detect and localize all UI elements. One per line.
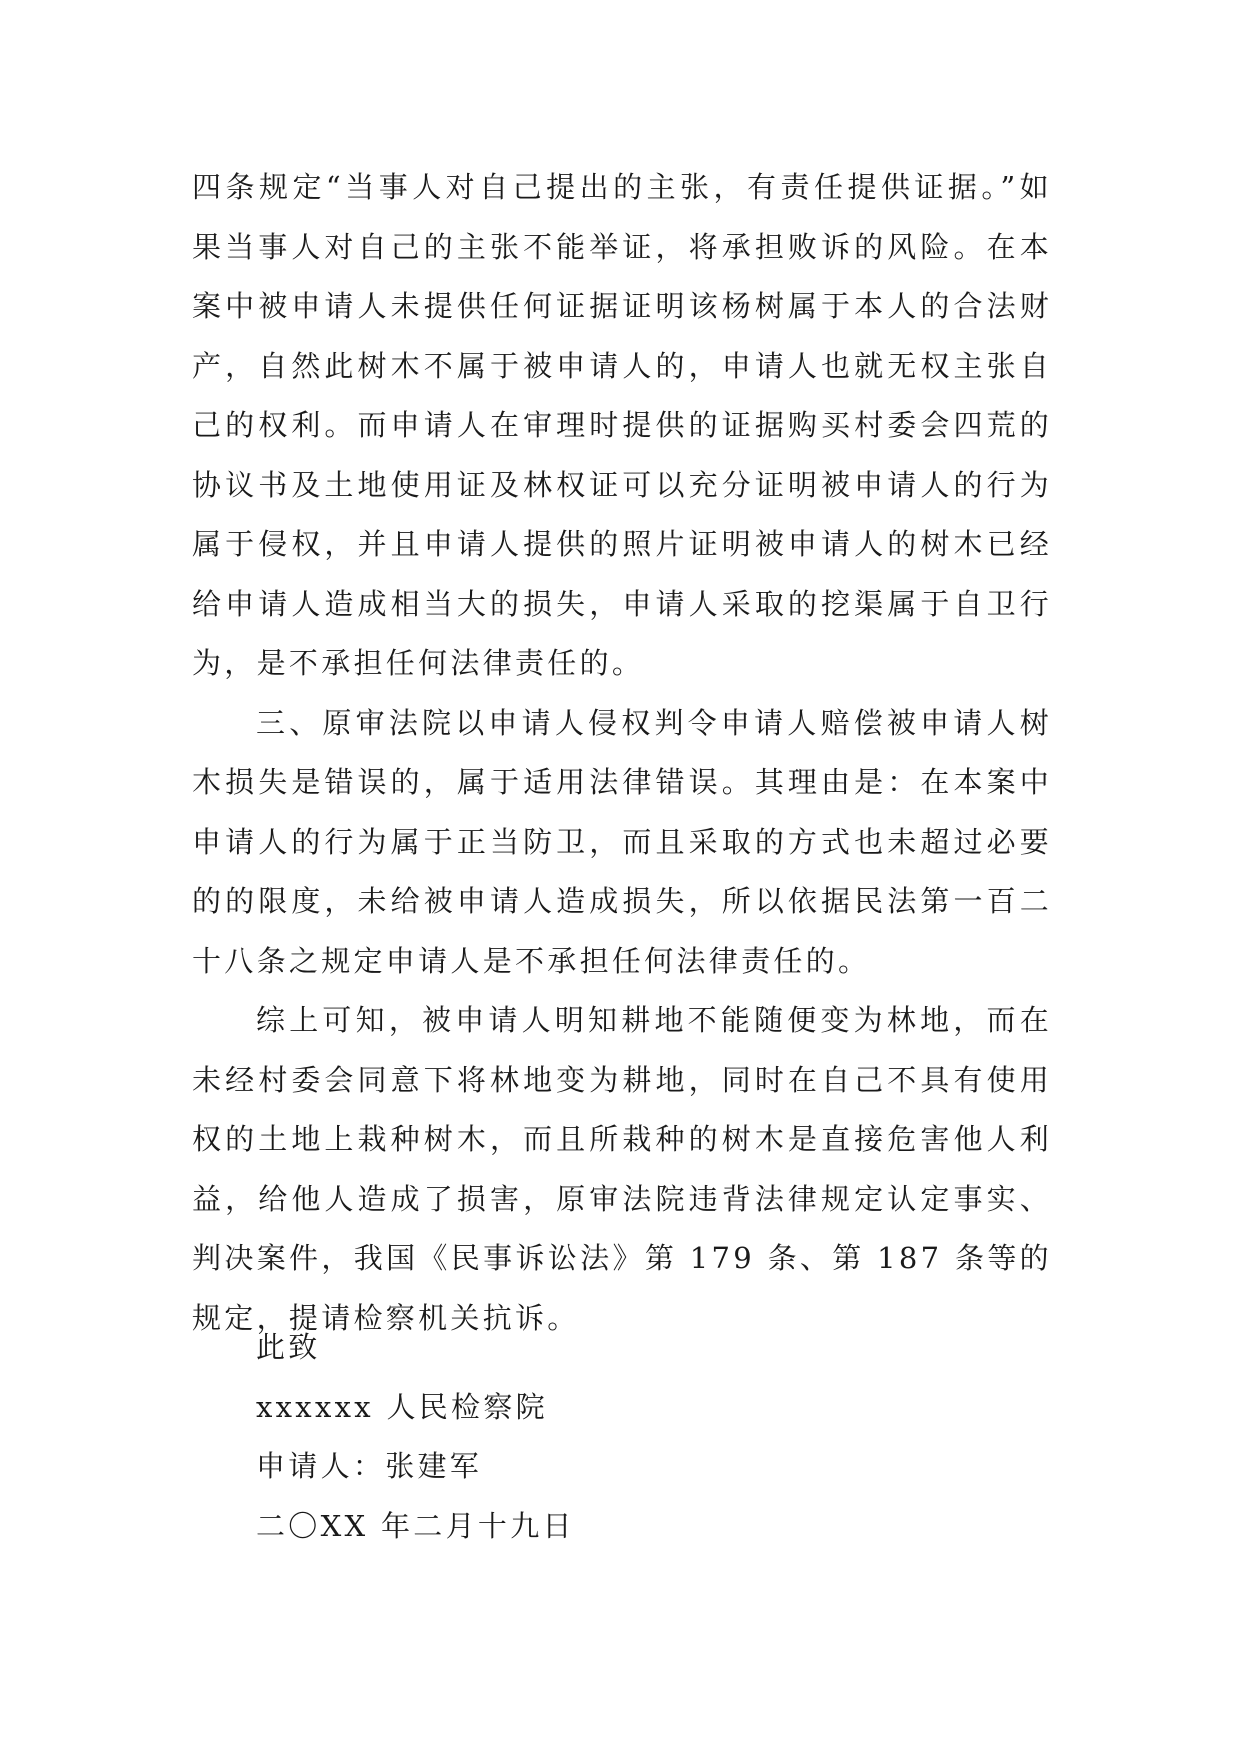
- applicant-signature: 申请人：张建军: [256, 1449, 483, 1483]
- salutation: 此致: [256, 1330, 321, 1364]
- document-body: [192, 158, 1052, 1348]
- closing-block: [256, 1318, 575, 1556]
- recipient: xxxxxx 人民检察院: [256, 1389, 548, 1424]
- paragraph-point-three: 三、原审法院以申请人侵权判令申请人赔偿被申请人树木损失是错误的，属于适用法律错误。其理由是：在本案中申请人的行为属于正当防卫，而且采取的方式也未超过必要的的限度，未给被申请人造成损失，所以依据民法第一百二十八条之规定申请人是不承担任何法律责任的。: [192, 705, 1052, 978]
- document-date: 二〇XX 年二月十九日: [256, 1508, 575, 1543]
- paragraph-continuation: 四条规定“当事人对自己提出的主张，有责任提供证据。”如果当事人对自己的主张不能举证，将承担败诉的风险。在本案中被申请人未提供任何证据证明该杨树属于本人的合法财产，自然此树木不属于被申请人的，申请人也就无权主张自己的权利。而申请人在审理时提供的证据购买村委会四荒的协议书及土地使用证及林权证可以充分证明被申请人的行为属于侵权，并且申请人提供的照片证明被申请人的树木已经给申请人造成相当大的损失，申请人采取的挖渠属于自卫行为，是不承担任何法律责任的。: [192, 170, 1052, 680]
- paragraph-conclusion: 综上可知，被申请人明知耕地不能随便变为林地，而在未经村委会同意下将林地变为耕地，同时在自己不具有使用权的土地上栽种树木，而且所栽种的树木是直接危害他人利益，给他人造成了损害，原审法院违背法律规定认定事实、判决案件，我国《民事诉讼法》第 179 条、第 187 条等的规定，提请检察机关抗诉。: [192, 1003, 1052, 1335]
